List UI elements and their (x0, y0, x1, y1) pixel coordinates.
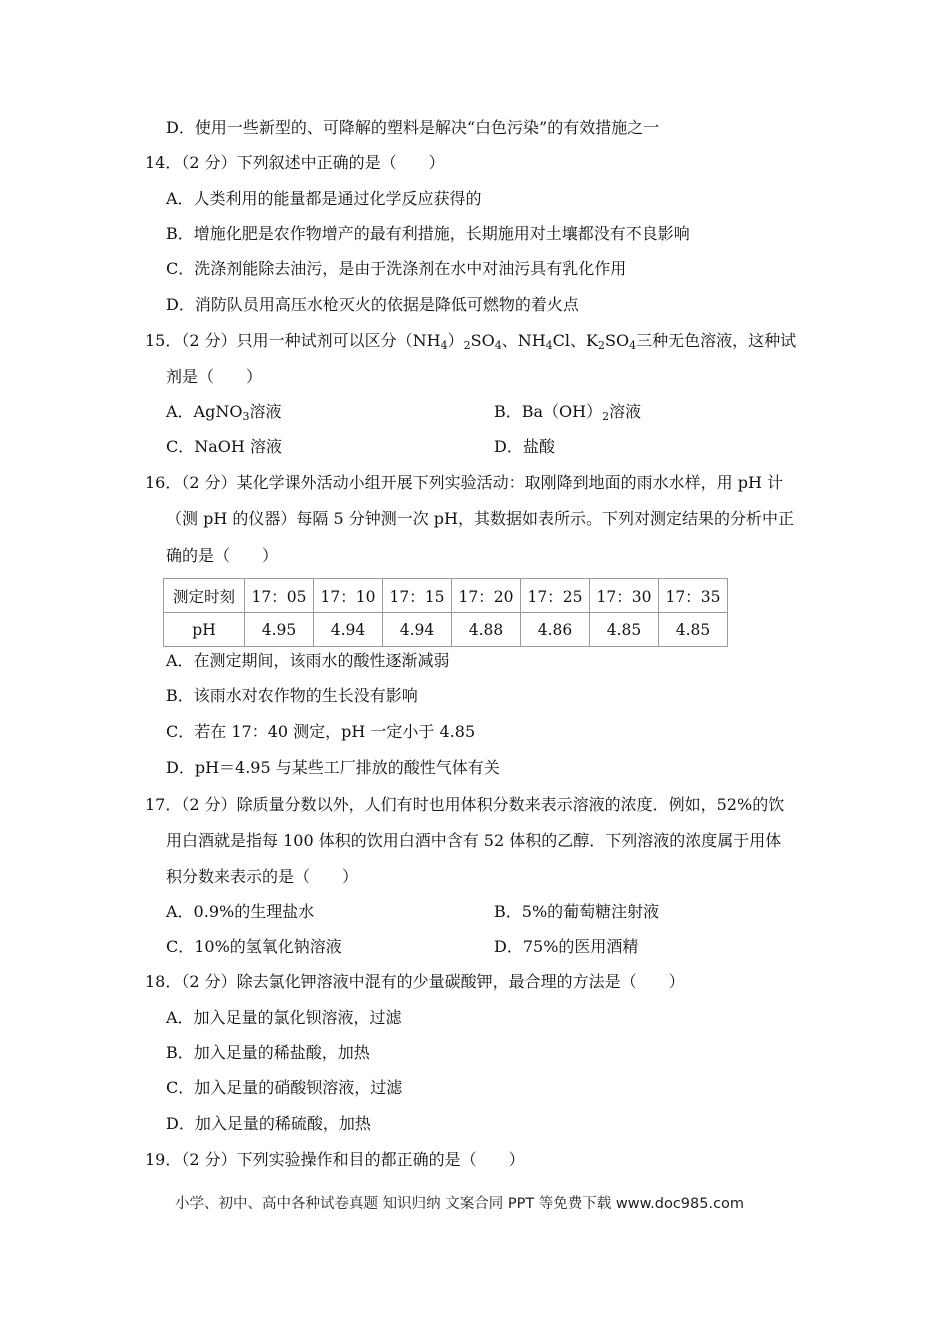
table-cell-time: 17：20 (452, 579, 521, 613)
q15-option-a: A．AgNO$_3$溶液 (166, 402, 282, 423)
table-cell-time: 17：35 (659, 579, 728, 613)
table-cell-time: 17：15 (383, 579, 452, 613)
question-17-stem-end: 积分数来表示的是（ ） (166, 867, 359, 886)
option-d-prev: D．使用一些新型的、可降解的塑料是解决“白色污染”的有效措施之一 (166, 118, 660, 137)
q14-option-c: C．洗涤剂能除去油污，是由于洗涤剂在水中对油污具有乳化作用 (166, 259, 627, 278)
question-17-stem-cont: 用白酒就是指每 100 体积的饮用白酒中含有 52 体积的乙醇．下列溶液的浓度属于用体 (166, 831, 782, 850)
question-19-stem: 19．（2 分）下列实验操作和目的都正确的是（ ） (145, 1150, 525, 1169)
table-cell-time: 17：05 (245, 579, 314, 613)
q18-option-a: A．加入足量的氯化钡溶液，过滤 (166, 1008, 402, 1027)
q14-option-b: B．增施化肥是农作物增产的最有利措施，长期施用对土壤都没有不良影响 (166, 224, 690, 243)
table-cell-time: 17：25 (521, 579, 590, 613)
question-17-stem: 17．（2 分）除质量分数以外，人们有时也用体积分数来表示溶液的浓度．例如，52%的饮 (145, 795, 785, 814)
table-cell-ph: 4.95 (245, 613, 314, 647)
question-18-stem: 18．（2 分）除去氯化钾溶液中混有的少量碳酸钾，最合理的方法是（ ） (145, 972, 685, 991)
page-footer: 小学、初中、高中各种试卷真题 知识归纳 文案合同 PPT 等免费下载 www.doc985.com (175, 1196, 745, 1212)
q16-option-b: B．该雨水对农作物的生长没有影响 (166, 686, 418, 705)
table-cell-ph: 4.88 (452, 613, 521, 647)
table-cell-ph: 4.85 (590, 613, 659, 647)
table-header-label: 测定时刻 (164, 579, 245, 613)
table-cell-time: 17：10 (314, 579, 383, 613)
question-14-stem: 14．（2 分）下列叙述中正确的是（ ） (145, 153, 445, 172)
question-16-stem-cont: （测 pH 的仪器）每隔 5 分钟测一次 pH，其数据如表所示。下列对测定结果的分析中正 (166, 509, 795, 528)
q16-option-d: D．pH＝4.95 与某些工厂排放的酸性气体有关 (166, 758, 500, 777)
q17-option-d: D．75%的医用酒精 (494, 937, 639, 956)
question-16-stem-end: 确的是（ ） (166, 546, 279, 565)
table-cell-time: 17：30 (590, 579, 659, 613)
table-cell-ph: 4.85 (659, 613, 728, 647)
table-row-label: pH (164, 613, 245, 647)
q15-option-b: B．$Ba(OH)_2$溶液 (494, 402, 642, 423)
q16-option-a: A．在测定期间，该雨水的酸性逐渐减弱 (166, 651, 450, 670)
q18-option-b: B．加入足量的稀盐酸，加热 (166, 1043, 370, 1062)
q14-option-d: D．消防队员用高压水枪灭火的依据是降低可燃物的着火点 (166, 295, 579, 314)
q16-option-c: C．若在 17：40 测定，pH 一定小于 4.85 (166, 722, 476, 741)
q18-option-c: C．加入足量的硝酸钡溶液，过滤 (166, 1078, 403, 1097)
table-row-ph (164, 613, 728, 647)
q18-option-d: D．加入足量的稀硫酸，加热 (166, 1114, 371, 1133)
table-cell-ph: 4.94 (314, 613, 383, 647)
q17-option-b: B．5%的葡萄糖注射液 (494, 902, 660, 921)
q15-option-c: C．NaOH 溶液 (166, 437, 282, 456)
table-row-times (164, 579, 728, 613)
question-15-stem: 15．（2 分）只用一种试剂可以区分$(NH_4)_2SO_4$、$NH_4Cl$、$K_2SO_4$三种无色溶液，这种试 (145, 331, 797, 352)
table-cell-ph: 4.94 (383, 613, 452, 647)
question-15-stem-cont: 剂是（ ） (166, 367, 263, 386)
q17-option-a: A．0.9%的生理盐水 (166, 902, 315, 921)
ph-data-table (163, 578, 728, 647)
q17-option-c: C．10%的氢氧化钠溶液 (166, 937, 342, 956)
q15-option-d: D．盐酸 (494, 437, 555, 456)
table-cell-ph: 4.86 (521, 613, 590, 647)
q14-option-a: A．人类利用的能量都是通过化学反应获得的 (166, 189, 482, 208)
question-16-stem: 16．（2 分）某化学课外活动小组开展下列实验活动：取刚降到地面的雨水水样，用 pH 计 (145, 473, 783, 492)
